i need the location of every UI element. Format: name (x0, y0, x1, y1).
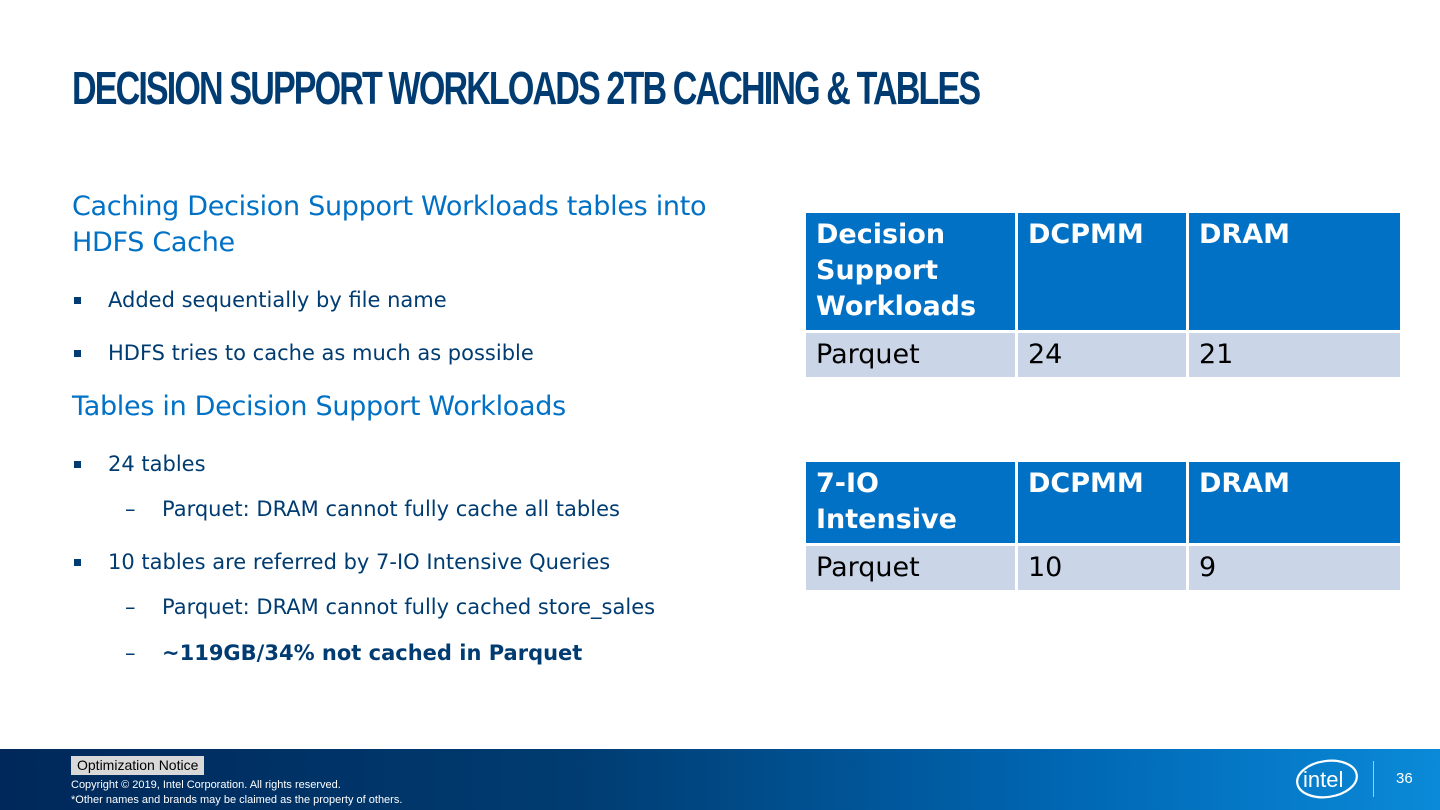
bullet-item (72, 548, 752, 576)
optimization-notice-link[interactable]: Optimization Notice (71, 756, 204, 775)
slide-title: DECISION SUPPORT WORKLOADS 2TB CACHING & TABLES (72, 62, 980, 114)
sub-bullet-text: Parquet: DRAM cannot fully cache all tables (162, 497, 620, 521)
sub-bullet-item (72, 495, 752, 523)
table-header-cell: DCPMM (1018, 213, 1186, 330)
bullet-text: 10 tables are referred by 7-IO Intensive Queries (108, 550, 611, 574)
table-cell: 10 (1018, 546, 1186, 590)
intel-logo (1294, 757, 1360, 805)
bullet-square-icon (74, 559, 81, 566)
other-names-line: *Other names and brands may be claimed as the property of others. (71, 794, 403, 806)
table-cell: 21 (1189, 333, 1400, 377)
section-heading-caching: Caching Decision Support Workloads tables into HDFS Cache (72, 191, 707, 258)
sub-bullet-text-bold: ~119GB/34% not cached in Parquet (162, 641, 583, 665)
bullet-item (72, 286, 752, 314)
table-header-cell: DCPMM (1018, 462, 1186, 543)
table-header-cell: Decision Support Workloads (806, 213, 1015, 330)
table-cell: Parquet (806, 333, 1015, 377)
table-cell: 9 (1189, 546, 1400, 590)
section-heading-tables: Tables in Decision Support Workloads (72, 391, 566, 422)
table-header-row (806, 462, 1400, 543)
dash-marker: – (125, 595, 136, 619)
table-header-cell: DRAM (1189, 213, 1400, 330)
sub-bullet-item (72, 593, 752, 621)
bullet-item (72, 450, 752, 478)
table-header-cell: 7-IO Intensive (806, 462, 1015, 543)
copyright-line: Copyright © 2019, Intel Corporation. All rights reserved. (71, 779, 341, 791)
dash-marker: – (125, 497, 136, 521)
footer-bar (0, 749, 1440, 810)
bullet-item (72, 339, 752, 367)
page-number: 36 (1396, 770, 1413, 787)
content-body (72, 189, 752, 667)
table-row (806, 546, 1400, 590)
footer-divider (1373, 761, 1374, 797)
bullet-square-icon (74, 461, 81, 468)
table-decision-support (803, 210, 1403, 380)
table-header-cell: DRAM (1189, 462, 1400, 543)
copyright-text (71, 778, 402, 808)
table-header-row (806, 213, 1400, 330)
table-cell: Parquet (806, 546, 1015, 590)
table-row (806, 333, 1400, 377)
bullet-text: 24 tables (108, 452, 206, 476)
bullet-square-icon (74, 350, 81, 357)
table-io-intensive (803, 459, 1403, 593)
table-cell: 24 (1018, 333, 1186, 377)
sub-bullet-item (72, 639, 752, 667)
bullet-square-icon (74, 297, 81, 304)
sub-bullet-text: Parquet: DRAM cannot fully cached store_sales (162, 595, 656, 619)
bullet-text: HDFS tries to cache as much as possible (108, 341, 534, 365)
dash-marker: – (125, 641, 136, 665)
logo-text: intel (1303, 767, 1344, 792)
bullet-text: Added sequentially by file name (108, 288, 447, 312)
